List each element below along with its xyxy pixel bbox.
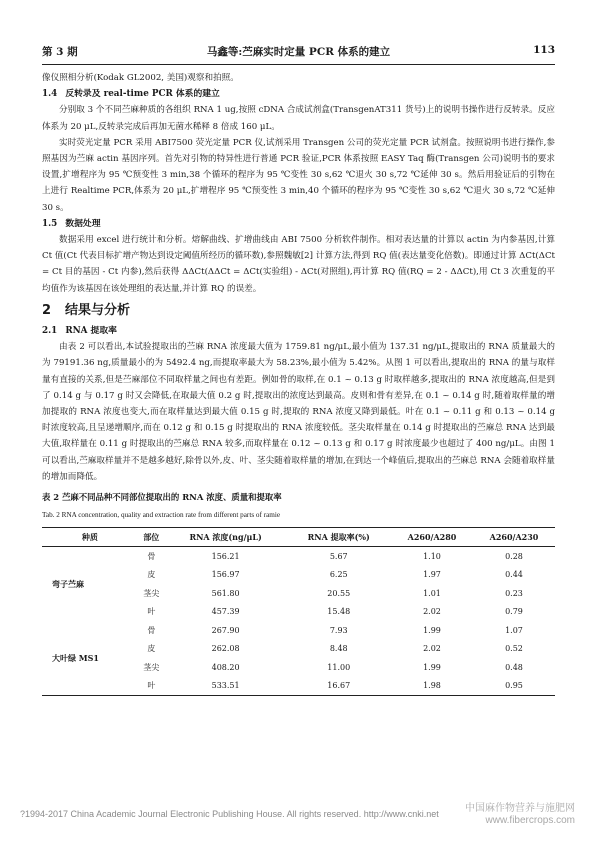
watermark-url: www.fibercrops.com: [485, 815, 575, 826]
table-caption-zh: 表 2 苎麻不同品种不同部位提取出的 RNA 浓度、质量和提取率: [42, 492, 282, 503]
table-row: 叶 457.39 15.48 2.02 0.79: [147, 607, 523, 617]
heading-1-5: 1.5 数据处理: [42, 218, 101, 229]
running-title: 马鑫等:苎麻实时定量 PCR 体系的建立: [206, 46, 391, 58]
site-watermark: [465, 803, 575, 827]
page-number: 113: [533, 44, 555, 56]
table-row: 茎尖 561.80 20.55 1.01 0.23: [143, 588, 523, 598]
article-body: [42, 70, 555, 696]
table-row: 大叶绿 MS1 骨 267.90 7.93 1.99 1.07: [42, 621, 555, 640]
table-row: 茎尖 408.20 11.00 1.99 0.48: [143, 662, 523, 672]
col-concentration: RNA 浓度(ng/μL): [189, 532, 262, 543]
watermark-title: 中国麻作物营养与施肥网: [465, 803, 575, 814]
paragraph-1-4-b: 实时荧光定量 PCR 采用 ABI7500 荧光定量 PCR 仪,试剂采用 Transgen 公司的荧光定量 PCR 试剂盒。按照说明书进行操作,参照基因为苎麻 actin 基因序列。首先对引物的特异性进行普通 PCR 验证,PCR 体系按照 EASY Taq 酶(Transgen 公司)说明书的要求设置,扩增程序为 95 ℃预变性 3 min,38 个循环的程序为 95 ℃变性 30 s,62 ℃退火 30 s,72 ℃延伸 30 s。然后用验证后的引物在上进行 Realtime PCR,体系为 20 μL,扩增程序 95 ℃预变性 3 min,40 个循环的程序为 95 ℃变性 30 s,62 ℃退火 30 s,72 ℃延伸 30 s。: [42, 137, 555, 213]
table-row: 皮 156.97 6.25 1.97 0.44: [147, 570, 523, 580]
paragraph-1-4-a: 分别取 3 个不同苎麻种质的各组织 RNA 1 ug,按照 cDNA 合成试剂盒(TransgenAT311 货号)上的说明书操作进行反转录。反应体系为 20 μL,反转录完成后再加无菌水稀释 8 倍成 160 μL。: [42, 105, 555, 132]
running-header: [42, 44, 555, 62]
intro-tail: 像仪照相分析(Kodak GL2002, 美国)观察和拍照。: [42, 73, 239, 83]
col-part: 部位: [143, 532, 160, 543]
col-extraction-rate: RNA 提取率(%): [307, 532, 370, 543]
table-caption-en: Tab. 2 RNA concentration, quality and extraction rate from different parts of ramie: [42, 511, 281, 520]
col-variety: 种质: [81, 532, 98, 543]
paragraph-2-1: 由表 2 可以看出,本试验提取出的苎麻 RNA 浓度最大值为 1759.81 ng/μL,最小值为 137.31 ng/μL,提取出的 RNA 质量最大的为 79191.36 ng,质量最小的为 5492.4 ng,而提取率最大为 58.23%,最小值为 5.42%。从图 1 可以看出,提取出的 RNA 的量与取样量有直接的关系,但是苎麻部位不同取样量之间也有差距。例如骨的取样,在 0.1 ~ 0.13 g 时取样越多,提取出的 RNA 浓度越高,但是到了 0.14 g 与 0.17 g 时又会降低,在取最大值 0.2 g 时,提取出的浓度达到最高。皮则和骨有差异,在 0.1 ~ 0.14 g 时,随着取样量的增加提取的 RNA 浓度也变大,而在取样量达到最大值 0.15 g 时,提取的 RNA 浓度又降到最低。叶在 0.1 ~ 0.11 g 和 0.13 ~ 0.14 g 时浓度较高,且呈递增顺序,而在 0.12 g 和 0.15 g 时提取出的 RNA 浓度较低。茎尖取样量在 0.14 g 时提取出的苎麻总 RNA 达到最大值,取样量在 0.11 g 时提取出的苎麻总 RNA 较多,而取样量在 0.12 ~ 0.13 g 和 0.17 g 时浓度最少也超过了 400 ng/μL。由图 1 可以看出,苎麻取样量并不是越多越好,除骨以外,皮、叶、茎尖随着取样量的增加,在到达一个峰值后,提取出的苎麻总 RNA 会随着取样量的增加而降低。: [42, 342, 555, 482]
copyright-line: ?1994-2017 China Academic Journal Electronic Publishing House. All rights reserved. http://www.cnki.net: [20, 809, 439, 819]
paragraph-1-5: 数据采用 excel 进行统计和分析。熔解曲线、扩增曲线由 ABI 7500 分析软件制作。相对表达量的计算以 actin 为内参基因,计算 Ct 值(Ct 代表目标扩增产物达到设定阈值所经历的循环数),参照魏敏[2] 计算方法,得到 RQ 值(表达量变化倍数)。即通过计算 ΔCt(ΔCt = Ct 目的基因 - Ct 内参),然后获得 ΔΔCt(ΔΔCt = ΔCt(实验组) - ΔCt(对照组),再计算 RQ 值(RQ = 2 - ΔΔCt),用 Ct 3 次重复的平均值作为该基因在该处理组的表达量,并计算 RQ 的误差。: [42, 235, 555, 294]
page-footer: [20, 803, 575, 826]
variety-cell: 大叶绿 MS1: [52, 653, 99, 664]
table-row: 皮 262.08 8.48 2.02 0.52: [147, 644, 523, 654]
col-a260-a280: A260/A280: [407, 532, 457, 543]
col-a260-a230: A260/A230: [489, 532, 539, 543]
variety-cell: 弯子苎麻: [52, 579, 84, 590]
table-row: 弯子苎麻 骨 156.21 5.67 1.10 0.28: [42, 547, 555, 566]
heading-2-1: 2.1 RNA 提取率: [42, 326, 117, 337]
issue-label: 第 3 期: [42, 46, 78, 58]
heading-1-4: 1.4 反转录及 real-time PCR 体系的建立: [42, 89, 220, 100]
rna-table: [42, 527, 555, 696]
heading-2: 2 结果与分析: [42, 302, 131, 318]
table-row: 叶 533.51 16.67 1.98 0.95: [42, 677, 555, 696]
table-header-row: [42, 528, 555, 547]
header-rule: [42, 64, 555, 65]
